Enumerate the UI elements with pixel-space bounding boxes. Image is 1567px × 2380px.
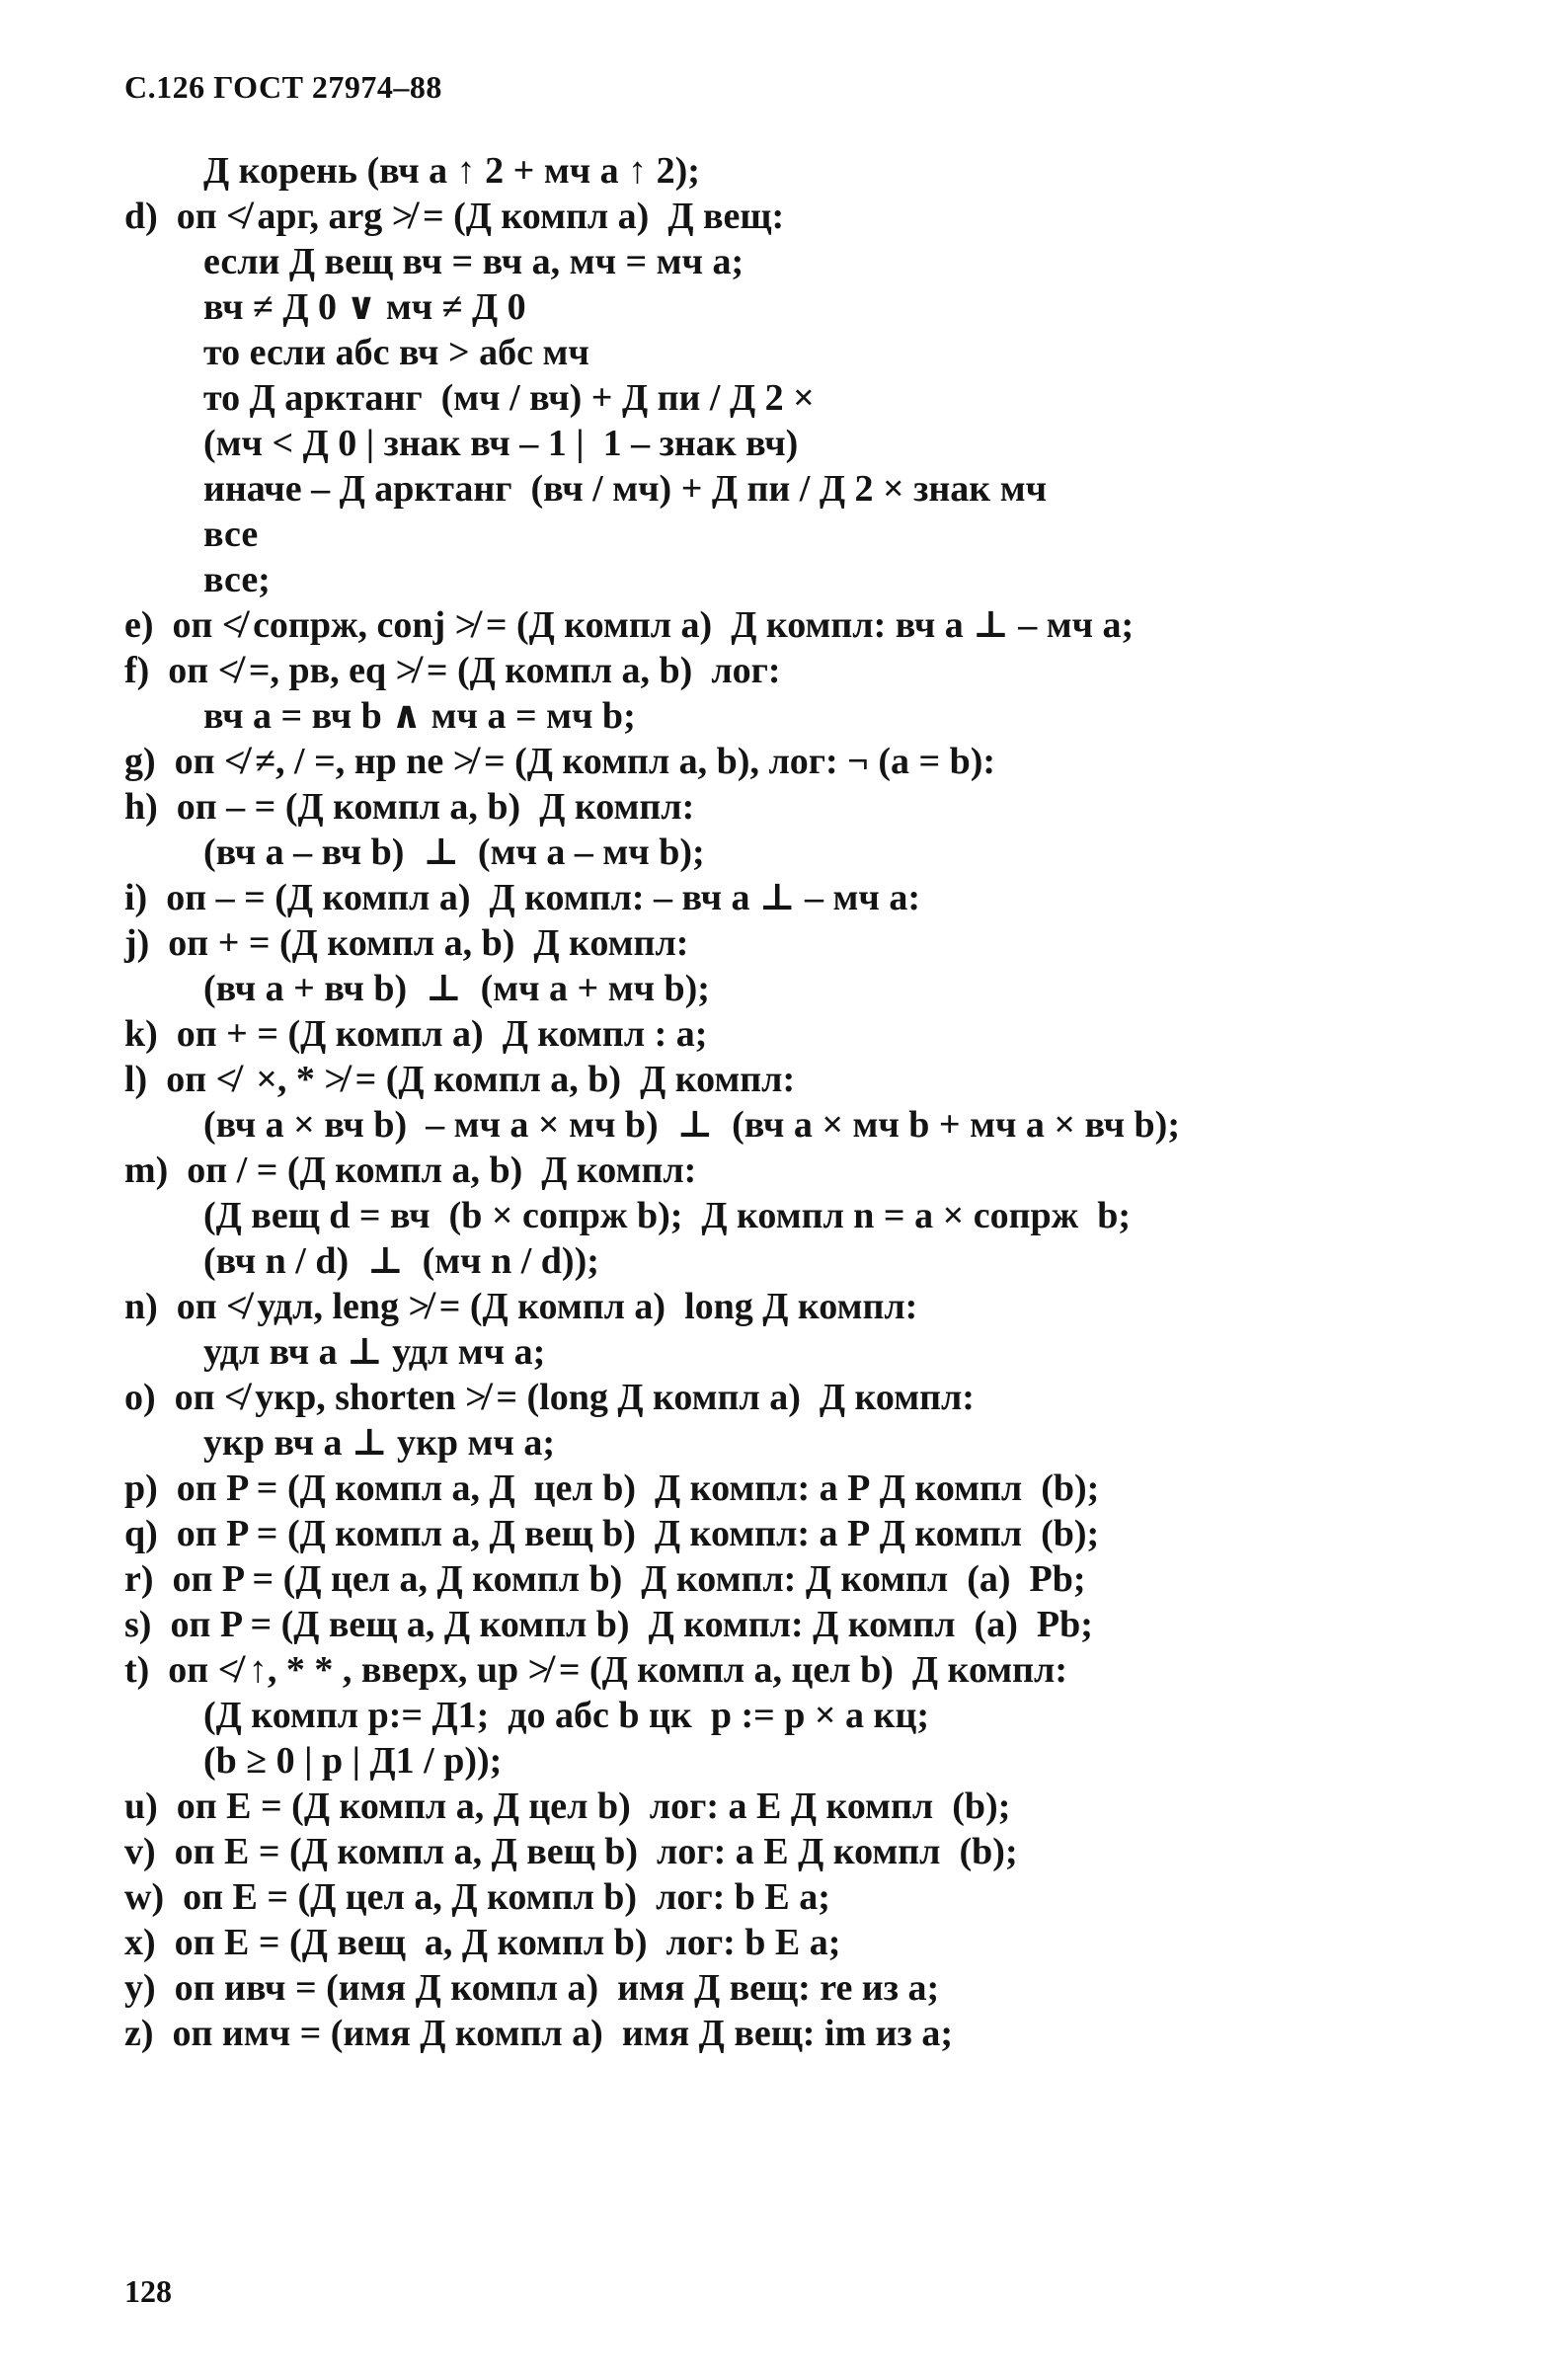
text-line: g) оп ≮ ≠, / =, нр ne ≯ = (Д компл а, b), лог: ¬ (а = b):: [124, 741, 996, 782]
text-line-continuation: (мч < Д 0 | знак вч – 1 | 1 – знак вч): [203, 423, 799, 464]
text-line: e) оп ≮ сопрж, conj ≯ = (Д компл а) Д компл: вч а ⊥ – мч а;: [124, 604, 1135, 646]
text-line: m) оп / = (Д компл а, b) Д компл:: [124, 1150, 697, 1191]
text-line: y) оп ивч = (имя Д компл а) имя Д вещ: re из а;: [124, 1967, 940, 2009]
text-line: k) оп + = (Д компл а) Д компл : а;: [124, 1013, 708, 1055]
text-line: t) оп ≮ ↑, * * , вверх, up ≯ = (Д компл а, цел b) Д компл:: [124, 1649, 1067, 1691]
text-line-continuation: (Д компл р:= Д1; до абс b цк р := р × а кц;: [203, 1695, 929, 1736]
text-line: x) оп E = (Д вещ а, Д компл b) лог: b Е а;: [124, 1922, 841, 1963]
text-line: f) оп ≮ =, рв, eq ≯ = (Д компл а, b) лог:: [124, 650, 781, 691]
text-line-continuation: (вч а – вч b) ⊥ (мч а – мч b);: [203, 832, 705, 873]
text-line-continuation: (Д вещ d = вч (b × сопрж b); Д компл n = а × сопрж b;: [203, 1195, 1131, 1236]
text-line-continuation: удл вч а ⊥ удл мч а;: [203, 1331, 546, 1373]
text-line: j) оп + = (Д компл а, b) Д компл:: [124, 922, 689, 964]
text-line-continuation: (вч а × вч b) – мч а × мч b) ⊥ (вч а × мч b + мч а × вч b);: [203, 1104, 1180, 1146]
text-line-continuation: Д корень (вч а ↑ 2 + мч а ↑ 2);: [203, 150, 700, 192]
text-line: u) оп E = (Д компл а, Д цел b) лог: а Е Д компл (b);: [124, 1785, 1011, 1827]
text-line-continuation: укр вч а ⊥ укр мч а;: [203, 1422, 556, 1464]
page-number: 128: [124, 2273, 172, 2309]
text-line: n) оп ≮ удл, leng ≯ = (Д компл а) long Д компл:: [124, 1286, 918, 1327]
text-line: r) оп P = (Д цел а, Д компл b) Д компл: Д компл (а) Pb;: [124, 1558, 1086, 1600]
document-body: [124, 148, 1487, 2056]
text-line-continuation: (вч а + вч b) ⊥ (мч а + мч b);: [203, 968, 710, 1009]
text-line-continuation: (b ≥ 0 | р | Д1 / р));: [203, 1740, 503, 1782]
text-line: s) оп P = (Д вещ а, Д компл b) Д компл: Д компл (а) Pb;: [124, 1604, 1093, 1645]
text-line: p) оп P = (Д компл а, Д цел b) Д компл: а Р Д компл (b);: [124, 1468, 1100, 1509]
text-line-continuation: то Д арктанг (мч / вч) + Д пи / Д 2 ×: [203, 377, 815, 419]
text-line-continuation: то если абс вч > абс мч: [203, 332, 589, 373]
text-line-continuation: все: [203, 514, 259, 555]
text-line-continuation: иначе – Д арктанг (вч / мч) + Д пи / Д 2 × знак мч: [203, 468, 1048, 510]
text-line: v) оп E = (Д компл а, Д вещ b) лог: а Е Д компл (b);: [124, 1831, 1018, 1872]
text-line: d) оп ≮ арг, arg ≯ = (Д компл а) Д вещ:: [124, 196, 785, 237]
text-line: z) оп имч = (имя Д компл а) имя Д вещ: im из а;: [124, 2013, 953, 2054]
page-header: С.126 ГОСТ 27974–88: [124, 69, 442, 105]
text-line: w) оп E = (Д цел а, Д компл b) лог: b Е а;: [124, 1876, 830, 1918]
text-line: l) оп ≮ ×, * ≯ = (Д компл а, b) Д компл:: [124, 1059, 796, 1100]
text-line: o) оп ≮ укр, shorten ≯ = (long Д компл а) Д компл:: [124, 1377, 975, 1418]
text-line-continuation: (вч n / d) ⊥ (мч n / d));: [203, 1240, 599, 1282]
text-line: h) оп – = (Д компл а, b) Д компл:: [124, 786, 695, 828]
text-line-continuation: если Д вещ вч = вч а, мч = мч а;: [203, 241, 744, 282]
text-line-continuation: все;: [203, 559, 271, 600]
text-line-continuation: вч а = вч b ∧ мч а = мч b;: [203, 695, 636, 737]
text-line-continuation: вч ≠ Д 0 ∨ мч ≠ Д 0: [203, 286, 526, 328]
text-line: q) оп P = (Д компл а, Д вещ b) Д компл: а Р Д компл (b);: [124, 1513, 1100, 1554]
text-line: i) оп – = (Д компл а) Д компл: – вч а ⊥ – мч а:: [124, 877, 920, 918]
